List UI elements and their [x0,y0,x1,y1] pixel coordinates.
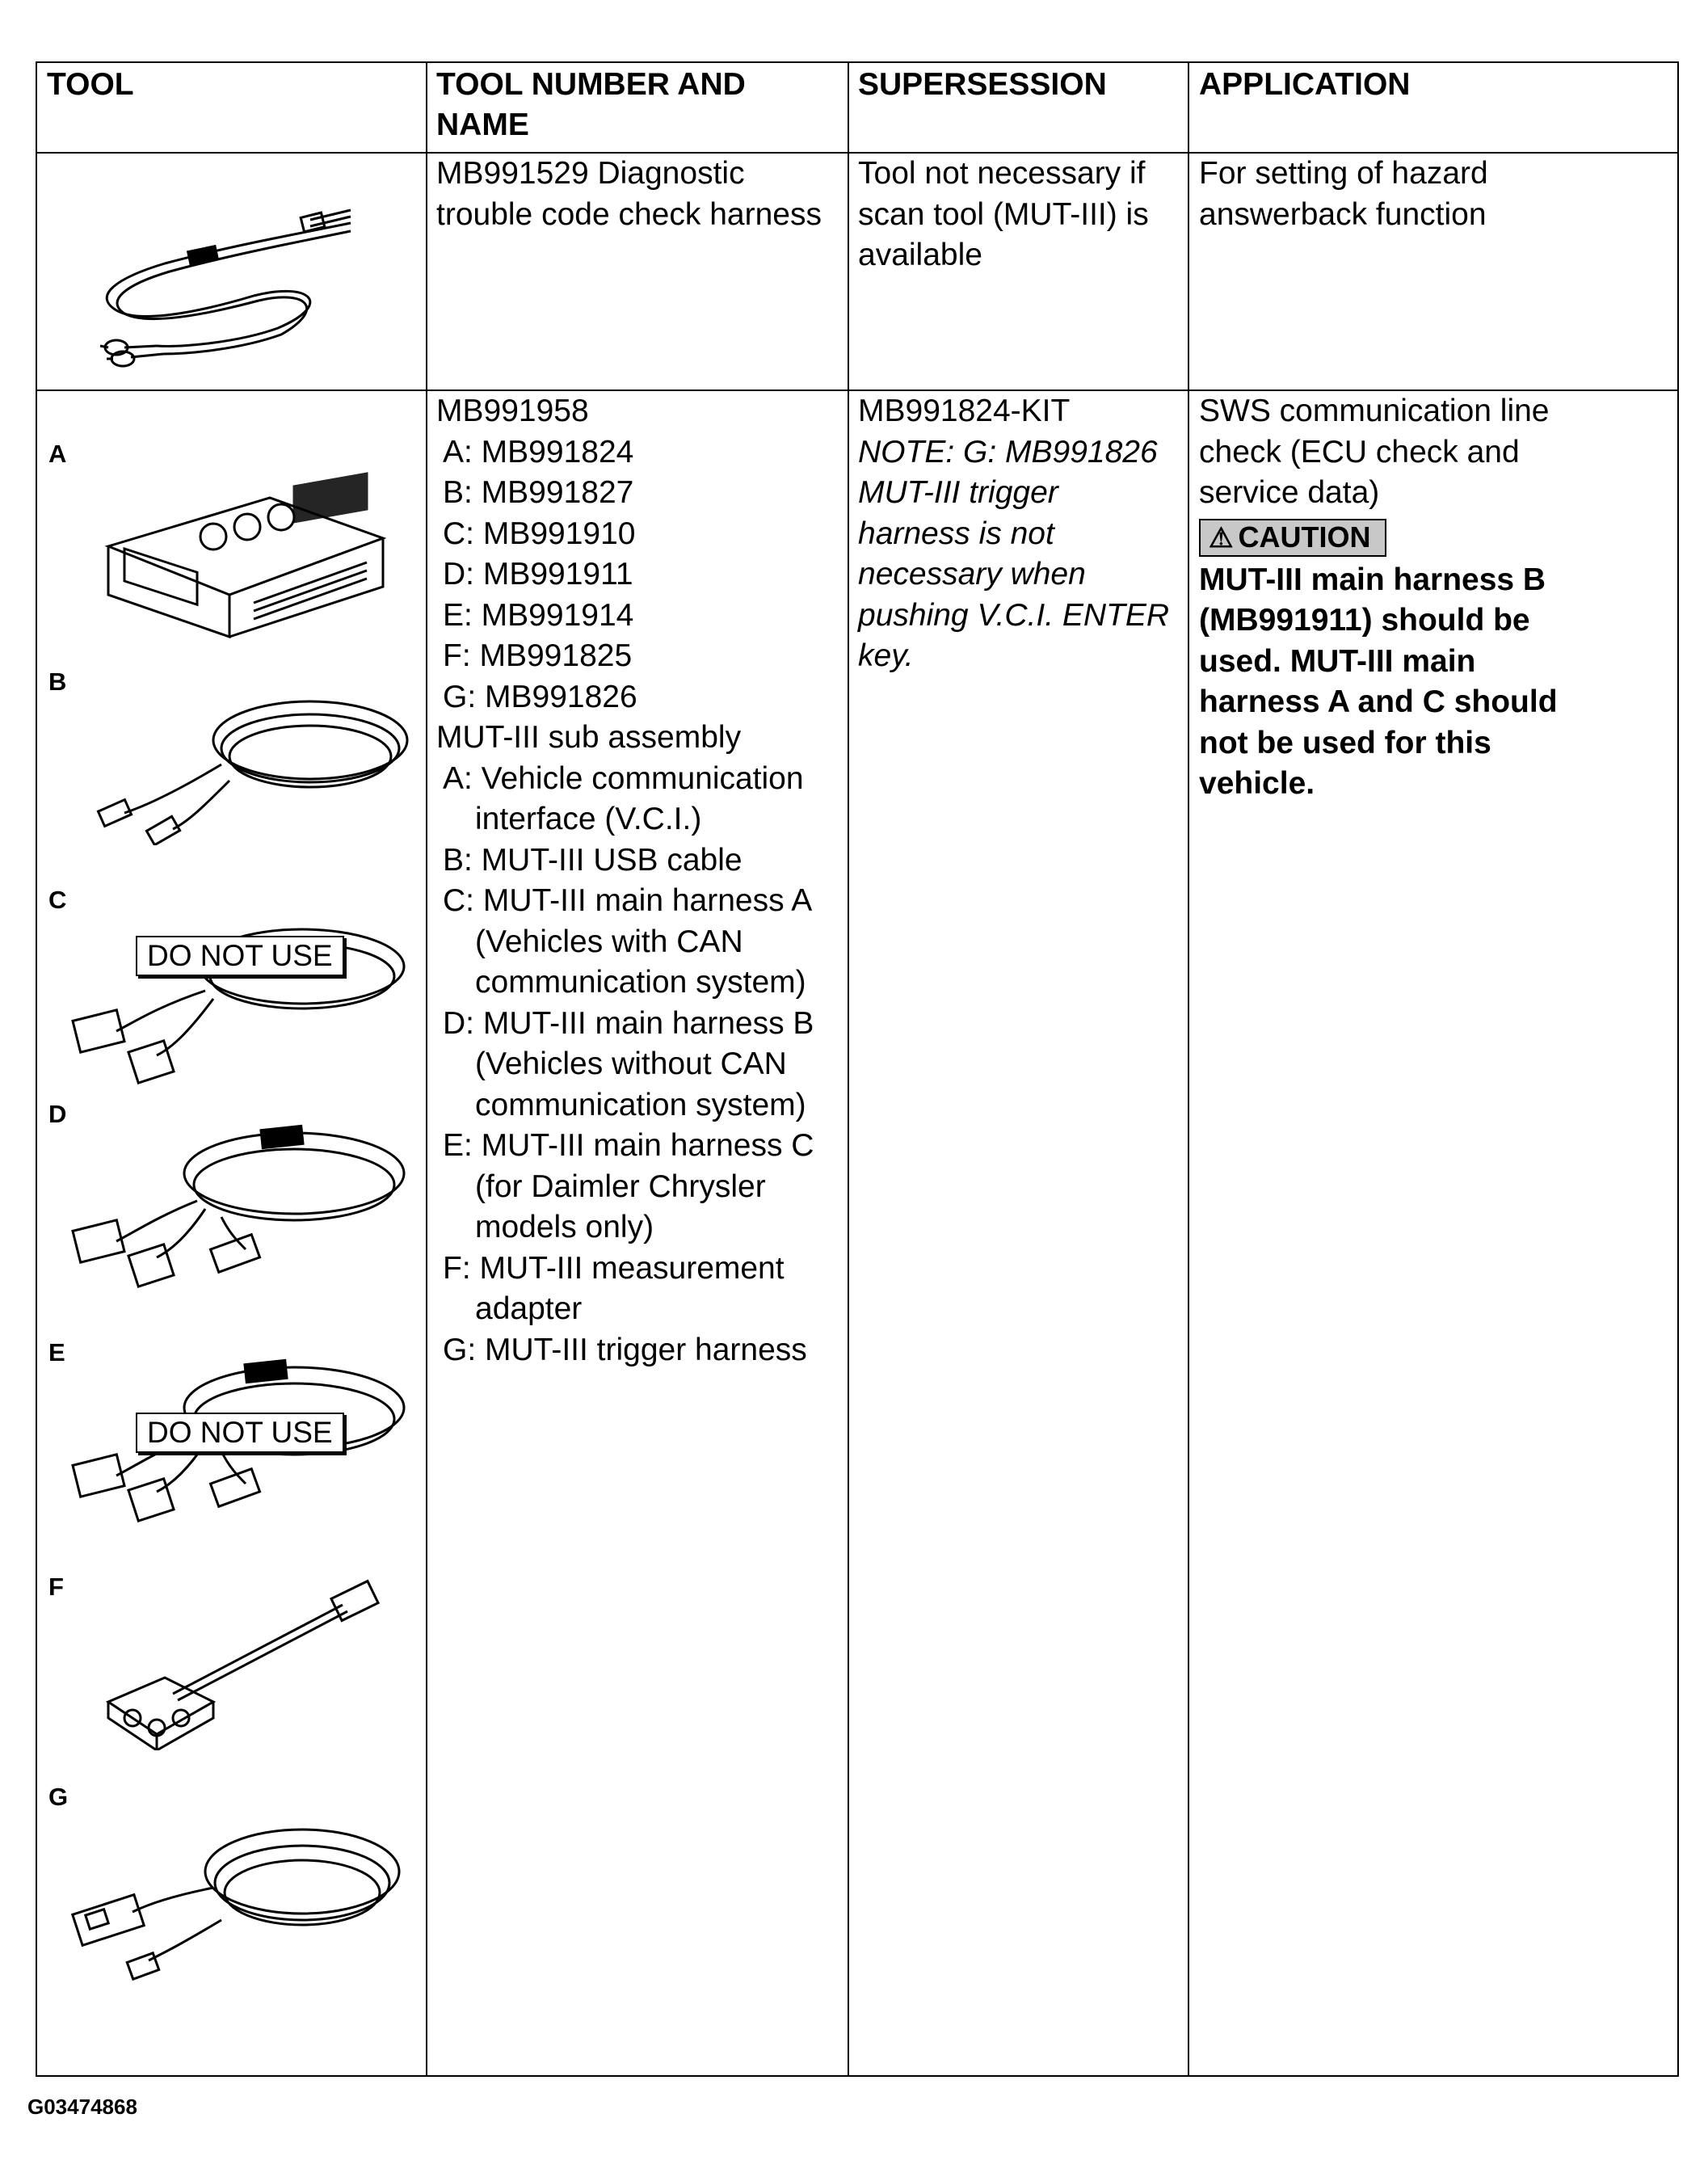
tool-letter-b: B [48,667,67,696]
row1-supersession: Tool not necessary if scan tool (MUT-III) is available [858,156,1149,272]
warning-triangle-icon: ⚠ [1209,522,1234,554]
header-supersession: SUPERSESSION [858,67,1107,102]
column-divider [848,61,849,2077]
header-application: APPLICATION [1199,67,1411,102]
row1-application: For setting of hazard answerback function [1199,156,1488,232]
header-tool: TOOL [47,67,134,102]
vci-illustration [92,449,399,643]
row2-supersession: MB991824-KIT NOTE: G: MB991826 MUT-III trigger harness is not necessary when pushing V.C.I. ENTER key. [858,391,1169,677]
caution-badge: ⚠ CAUTION [1199,519,1386,557]
header-tool-number: TOOL NUMBER AND NAME [436,67,746,142]
do-not-use-label-e: DO NOT USE [136,1413,344,1453]
row1-tool-number: MB991529 Diagnostic trouble code check harness [436,156,822,232]
row2-tool-number: MB991958 A: MB991824 B: MB991827 C: MB991910 D: MB991911 E: MB991914 F: MB991825 G: MB991826 MUT-III sub assembly A: Vehicle communication interface (V.C.I.) B: MUT-III USB cable C: MUT-III main harness A (Vehicles with CAN communication system) D: MUT-III main harness B (Vehicles without CAN communication system) E: MUT-III main harness C (for Daimler Chrysler models only) F: MUT-III measurement adapter G: MUT-III trigger harness [436,394,814,1367]
tool-letter-f: F [48,1573,64,1601]
do-not-use-label-c: DO NOT USE [136,936,344,976]
measurement-adapter-illustration [76,1573,415,1750]
tool-letter-a: A [48,440,67,468]
trigger-harness-illustration [60,1799,415,1985]
tool-letter-c: C [48,886,67,914]
tool-table [36,61,1679,2077]
diagnostic-harness-illustration [68,175,407,368]
caution-text: MUT-III main harness B (MB991911) should be used. MUT-III main harness A and C should not be used for this vehicle. [1199,562,1558,801]
row2-application: SWS communication line check (ECU check and service data) ⚠ CAUTION MUT-III main harness B (MB991911) should be used. MUT-III main harness A and C should not be used for this vehicle. [1199,391,1558,805]
main-harness-b-illustration [60,1112,415,1290]
tool-letter-d: D [48,1100,67,1128]
column-divider [426,61,427,2077]
figure-code: G03474868 [27,2095,137,2119]
tool-letter-e: E [48,1338,65,1366]
tool-letter-g: G [48,1783,69,1811]
column-divider [1188,61,1189,2077]
usb-cable-illustration [68,684,423,845]
supersession-note: NOTE: G: MB991826 MUT-III trigger harness is not necessary when pushing V.C.I. ENTER key. [858,434,1170,673]
